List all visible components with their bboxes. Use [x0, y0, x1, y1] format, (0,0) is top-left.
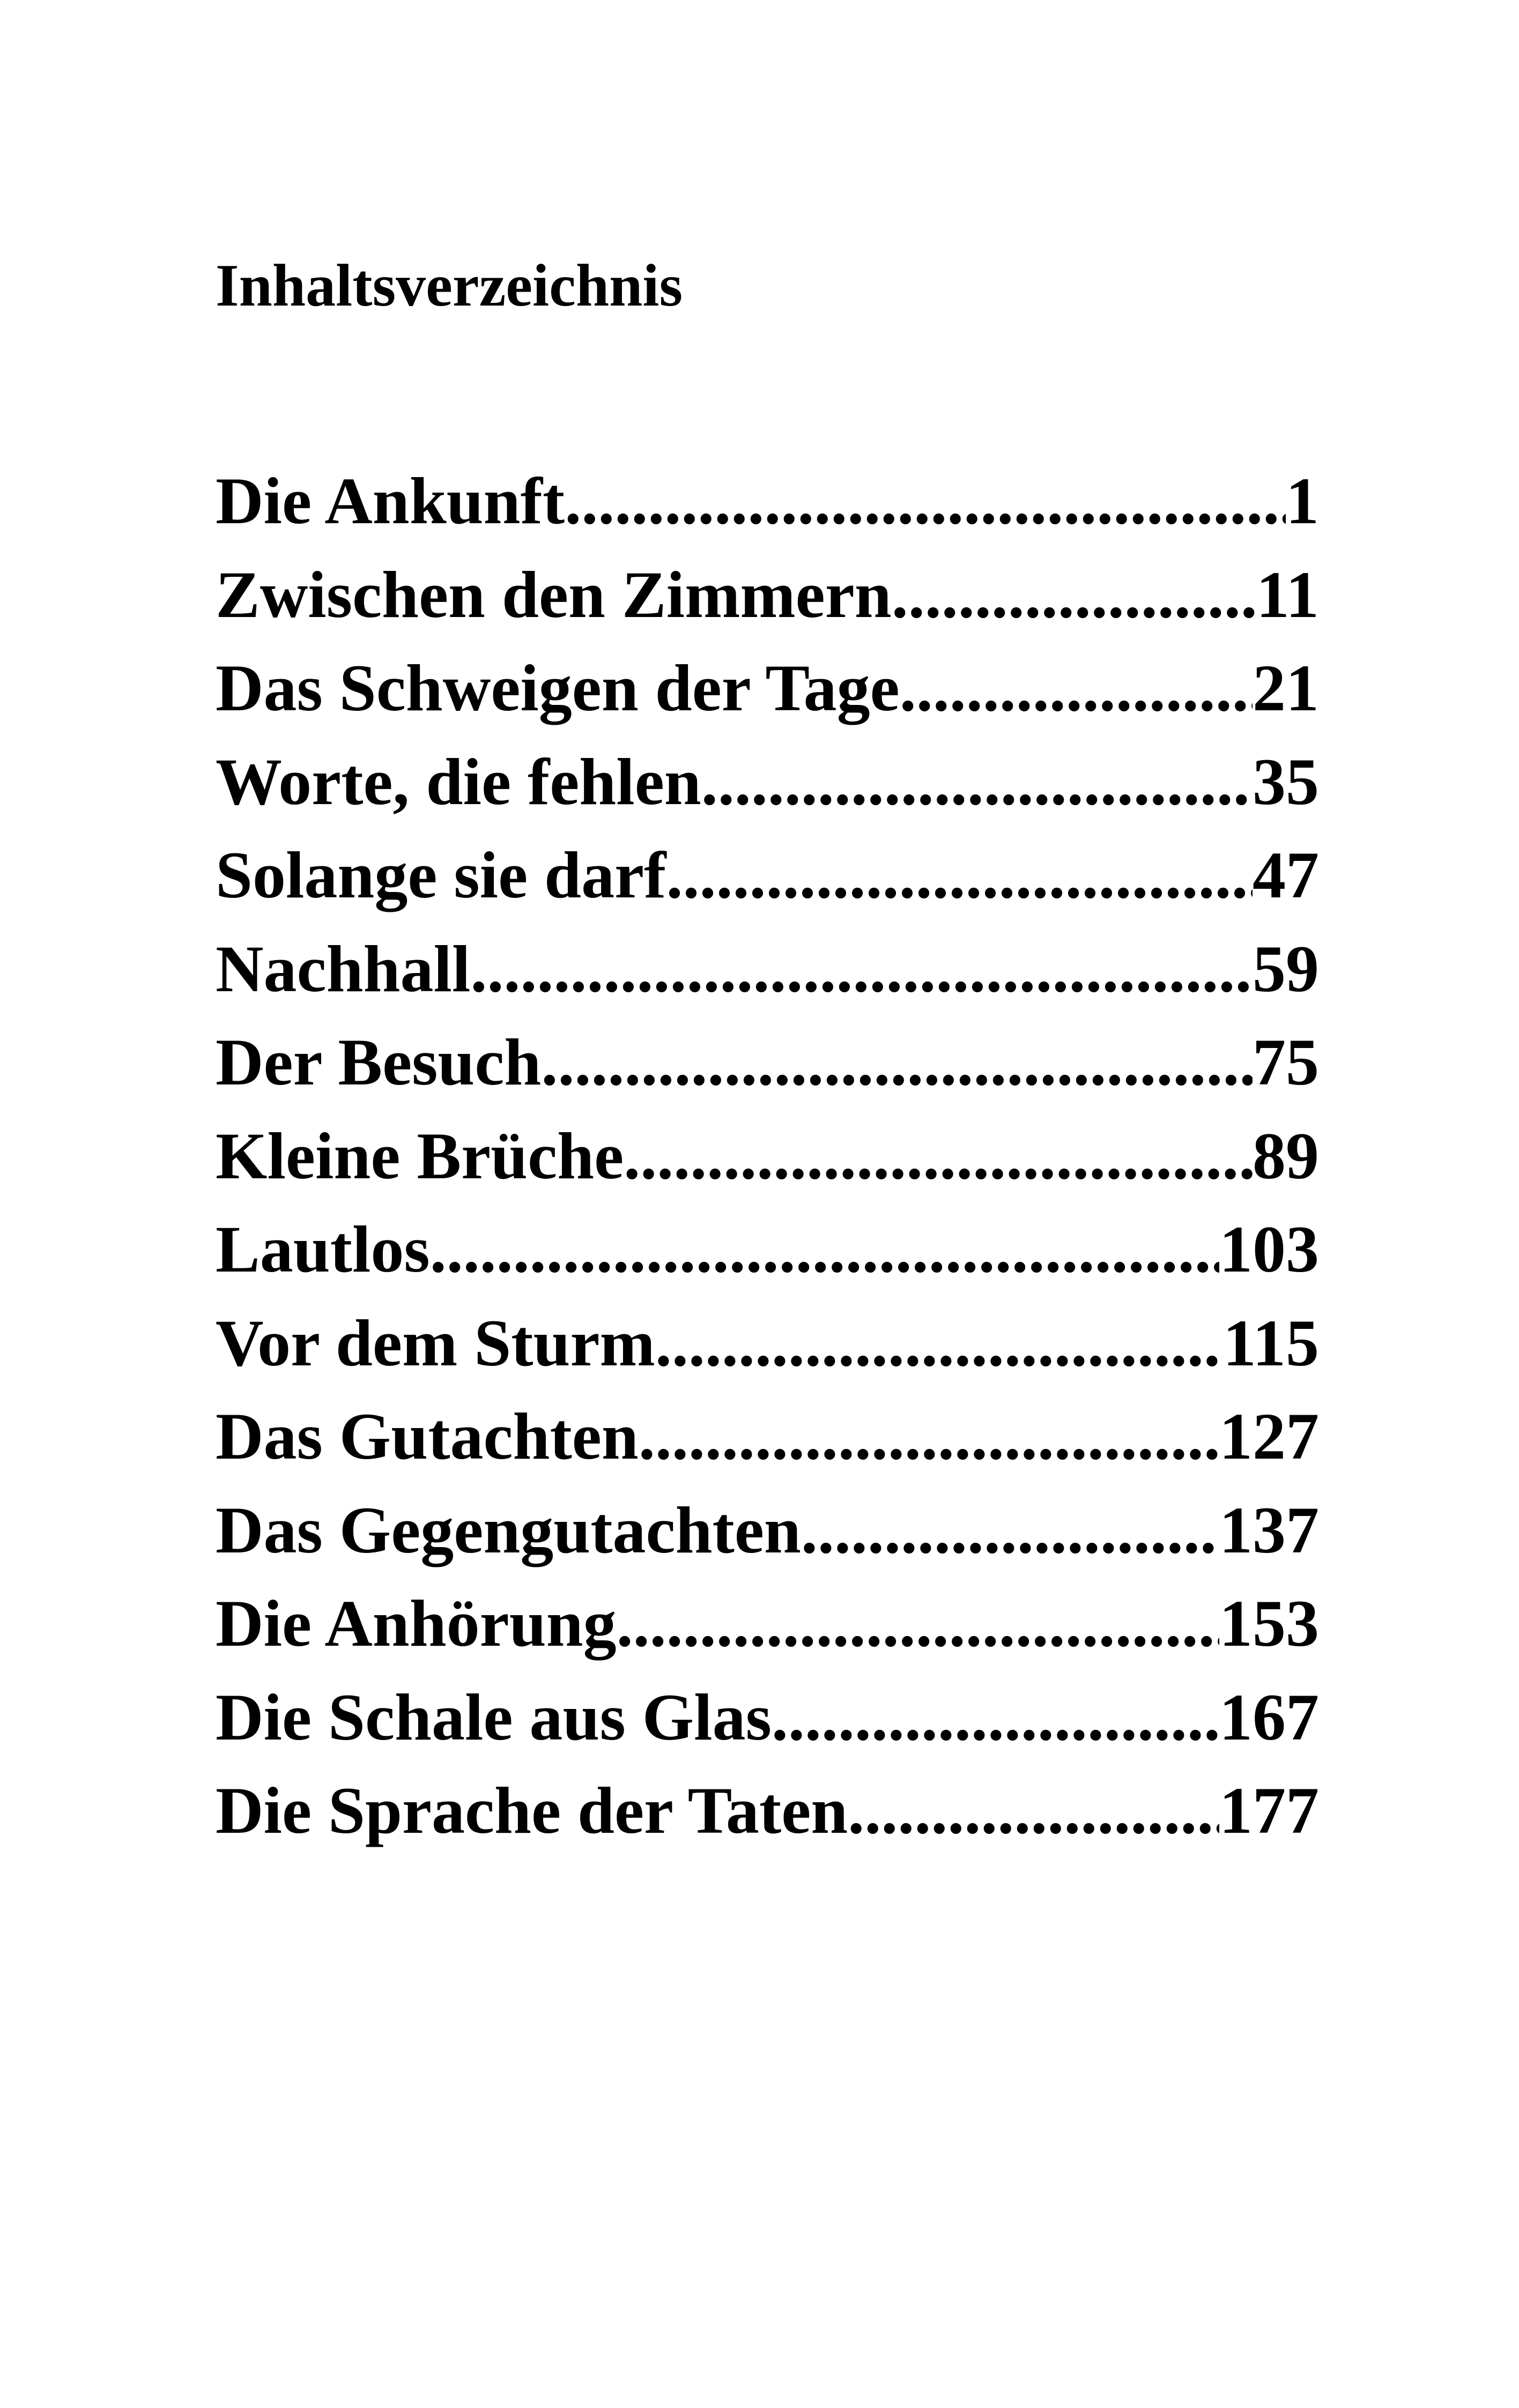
toc-entry — [216, 555, 1319, 649]
toc-entry-leader — [565, 461, 1286, 541]
toc-entry-title: Die Ankunft — [216, 464, 565, 538]
toc-entry — [216, 648, 1319, 742]
toc-entry-leader — [470, 929, 1253, 1009]
toc-entry — [216, 1584, 1319, 1677]
toc-entry-page: 167 — [1219, 1680, 1319, 1754]
toc-entry-leader — [430, 1209, 1219, 1290]
toc-entry — [216, 1490, 1319, 1584]
toc-entry — [216, 1396, 1319, 1490]
toc-entry-page: 75 — [1253, 1025, 1319, 1099]
toc-entry-leader — [617, 1584, 1219, 1664]
toc-entry — [216, 835, 1319, 929]
toc-entry-title: Lautlos — [216, 1213, 430, 1286]
toc-entry-page: 59 — [1253, 932, 1319, 1006]
toc-entry-leader — [772, 1677, 1219, 1758]
toc-entry-leader — [701, 742, 1253, 822]
toc-entry — [216, 1771, 1319, 1864]
toc-entry-leader — [801, 1490, 1219, 1571]
toc-entry-page: 103 — [1219, 1213, 1319, 1286]
toc-entry — [216, 742, 1319, 836]
toc-entry — [216, 461, 1319, 555]
toc-entry-leader — [639, 1396, 1219, 1477]
toc-entry-leader — [900, 648, 1253, 729]
toc-entry — [216, 1209, 1319, 1303]
toc-entry-title: Solange sie darf — [216, 838, 666, 912]
toc-entry-page: 115 — [1222, 1306, 1319, 1380]
toc-entry-title: Nachhall — [216, 932, 471, 1006]
toc-entry-title: Die Anhörung — [216, 1587, 617, 1660]
toc-entry-leader — [666, 835, 1253, 916]
toc-entry-title: Der Besuch — [216, 1025, 542, 1099]
toc-entry-title: Das Schweigen der Tage — [216, 651, 900, 725]
toc-entry-title: Worte, die fehlen — [216, 745, 701, 819]
toc-entry-leader — [848, 1771, 1219, 1851]
toc-entry-leader — [892, 555, 1256, 635]
toc-entry-title: Das Gegengutachten — [216, 1493, 801, 1567]
toc-entry — [216, 1022, 1319, 1116]
toc-entry — [216, 1677, 1319, 1771]
toc-entry-page: 89 — [1253, 1119, 1319, 1193]
toc-entry-title: Zwischen den Zimmern — [216, 558, 892, 631]
toc-entry-title: Das Gutachten — [216, 1400, 639, 1473]
toc-entry-page: 153 — [1219, 1587, 1319, 1660]
toc-entry-leader — [655, 1303, 1223, 1384]
toc-entry — [216, 1303, 1319, 1397]
toc-entry-page: 47 — [1253, 838, 1319, 912]
toc-entry-page: 35 — [1253, 745, 1319, 819]
toc-entry-page: 137 — [1219, 1493, 1319, 1567]
toc-entry-page: 127 — [1219, 1400, 1319, 1473]
toc-entry-page: 1 — [1286, 464, 1319, 538]
toc-entry-title: Kleine Brüche — [216, 1119, 624, 1193]
toc-entry-leader — [624, 1116, 1253, 1196]
toc-entry-leader — [541, 1022, 1253, 1103]
toc-entry-title: Die Schale aus Glas — [216, 1680, 772, 1754]
toc-list — [216, 461, 1319, 1864]
toc-entry-page: 21 — [1253, 651, 1319, 725]
toc-entry-title: Die Sprache der Taten — [216, 1774, 848, 1847]
toc-entry-title: Vor dem Sturm — [216, 1306, 655, 1380]
toc-entry — [216, 1116, 1319, 1210]
toc-entry — [216, 929, 1319, 1023]
toc-heading: Inhaltsverzeichnis — [216, 252, 683, 319]
toc-entry-page: 177 — [1219, 1774, 1319, 1847]
toc-entry-page: 11 — [1256, 558, 1319, 631]
